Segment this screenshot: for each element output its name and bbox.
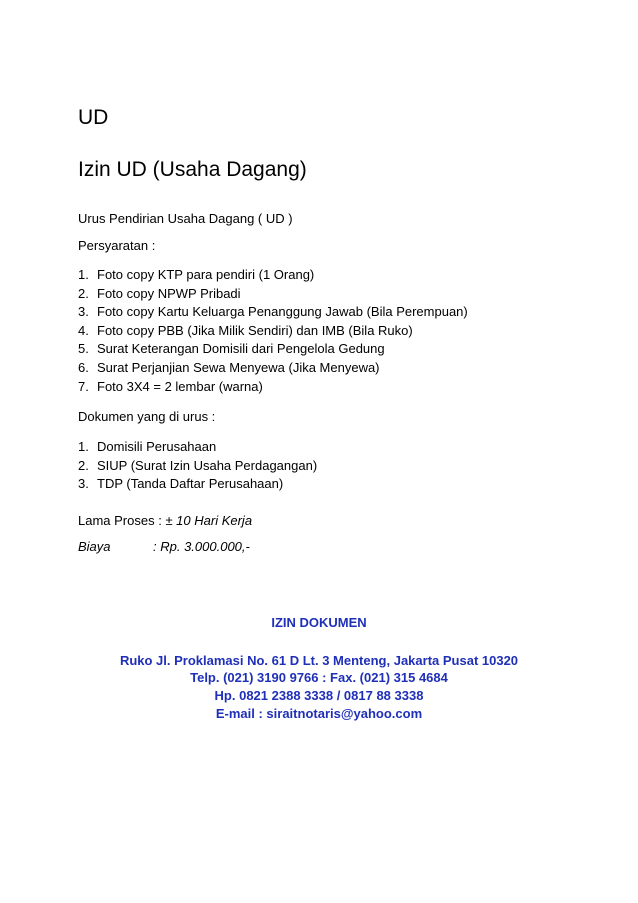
documents-label: Dokumen yang di urus : xyxy=(78,409,216,424)
list-item: 2. SIUP (Surat Izin Usaha Perdagangan) xyxy=(78,457,318,473)
list-item: 7. Foto 3X4 = 2 lembar (warna) xyxy=(78,378,263,394)
cost-value: : Rp. 3.000.000,- xyxy=(153,539,250,554)
footer-mobile: Hp. 0821 2388 3338 / 0817 88 3338 xyxy=(214,688,424,703)
list-item: 2. Foto copy NPWP Pribadi xyxy=(78,285,241,301)
process-value: ± 10 Hari Kerja xyxy=(165,513,253,528)
footer-phone: Telp. (021) 3190 9766 : Fax. (021) 315 4684 xyxy=(190,670,448,685)
documents-list xyxy=(78,438,317,494)
list-item: 5. Surat Keterangan Domisili dari Pengelola Gedung xyxy=(78,341,385,357)
process-label: Lama Proses : xyxy=(78,513,166,528)
footer-email: E-mail : siraitnotaris@yahoo.com xyxy=(215,706,423,721)
list-item: 4. Foto copy PBB (Jika Milik Sendiri) dan IMB (Bila Ruko) xyxy=(78,322,413,338)
footer-address: Ruko Jl. Proklamasi No. 61 D Lt. 3 Menteng, Jakarta Pusat 10320 xyxy=(119,653,519,668)
process-line xyxy=(78,513,252,528)
requirements-label: Persyaratan : xyxy=(78,238,156,253)
list-item: 6. Surat Perjanjian Sewa Menyewa (Jika Menyewa) xyxy=(78,359,380,375)
list-item: 1. Foto copy KTP para pendiri (1 Orang) xyxy=(78,267,315,282)
doc-subtitle: Urus Pendirian Usaha Dagang ( UD ) xyxy=(78,211,293,226)
list-item: 1. Domisili Perusahaan xyxy=(78,439,217,454)
requirements-list xyxy=(78,266,468,396)
list-item: 3. Foto copy Kartu Keluarga Penanggung Jawab (Bila Perempuan) xyxy=(78,304,468,320)
footer-title: IZIN DOKUMEN xyxy=(271,615,367,630)
cost-label: Biaya xyxy=(78,539,111,554)
list-item: 3. TDP (Tanda Daftar Perusahaan) xyxy=(78,476,284,492)
doc-heading: UD xyxy=(78,106,109,129)
doc-title: Izin UD (Usaha Dagang) xyxy=(78,158,307,181)
